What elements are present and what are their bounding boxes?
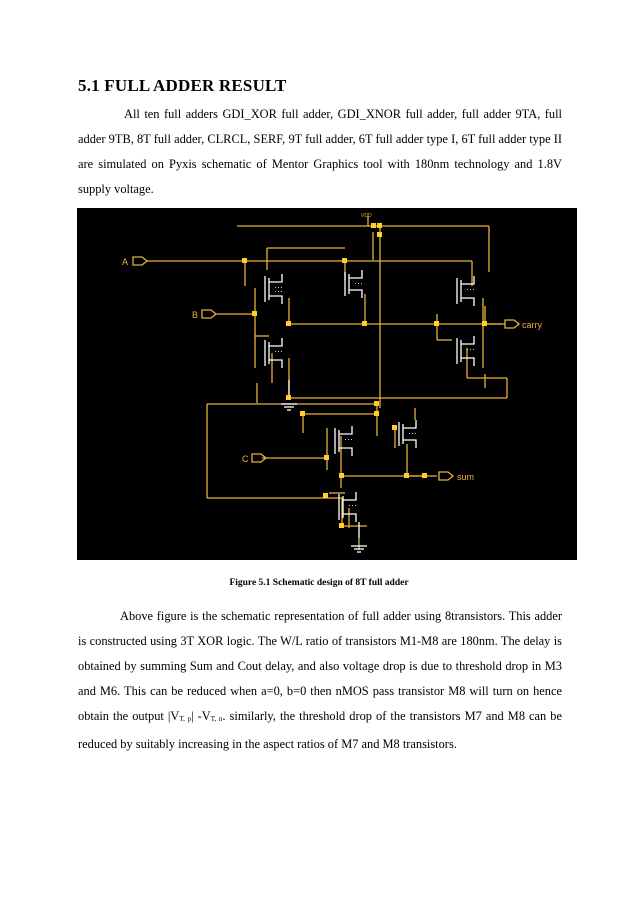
schematic-figure <box>77 208 577 560</box>
port-labels <box>122 213 542 482</box>
figure-caption: Figure 5.1 Schematic design of 8T full adder <box>229 578 409 588</box>
transistor-symbols <box>265 270 474 522</box>
port-label-carry: carry <box>522 320 542 330</box>
paragraph-text-after: . similarly, the threshold drop of the transistors M7 and M8 can be reduced by suitably increasing in the aspect ratios of M7 and M8 transistors. <box>78 709 562 751</box>
port-a <box>133 257 147 265</box>
paragraph-text-mid: | -V <box>191 709 211 723</box>
subscript-tn: T, n <box>210 715 223 723</box>
schematic-diagram <box>77 208 577 560</box>
port-label-sum: sum <box>457 472 475 482</box>
port-b <box>202 310 216 318</box>
port-carry <box>505 320 519 328</box>
schematic-wires <box>147 216 507 550</box>
port-label-c: C <box>242 454 249 464</box>
port-label-vdd: VDD <box>361 213 372 219</box>
paragraph-text-before: Above figure is the schematic representation of full adder using 8transistors. This adder is constructed using 3T XOR logic. The W/L ratio of transistors M1-M8 are 180nm. The delay is obtained by summing Sum and Cout delay, and also voltage drop is due to threshold drop in M3 and M6. This can be reduced when a=0, b=0 then nMOS pass transistor M8 will turn on hence obtain the output |V <box>78 609 562 723</box>
description-paragraph <box>78 604 562 757</box>
port-label-a: A <box>122 257 129 267</box>
intro-paragraph: All ten full adders GDI_XOR full adder, GDI_XNOR full adder, full adder 9TA, full adder 9TB, 8T full adder, CLRCL, SERF, 9T full adder, 6T full adder type I, 6T full adder type II are simulated on Pyxis schematic of Mentor Graphics tool with 180nm technology and 1.8V supply voltage. <box>78 107 562 196</box>
section-heading: 5.1 FULL ADDER RESULT <box>78 76 287 95</box>
port-label-b: B <box>192 310 199 320</box>
port-sum <box>439 472 453 480</box>
junction-dots <box>242 223 487 528</box>
subscript-tp: T, p <box>179 715 192 723</box>
